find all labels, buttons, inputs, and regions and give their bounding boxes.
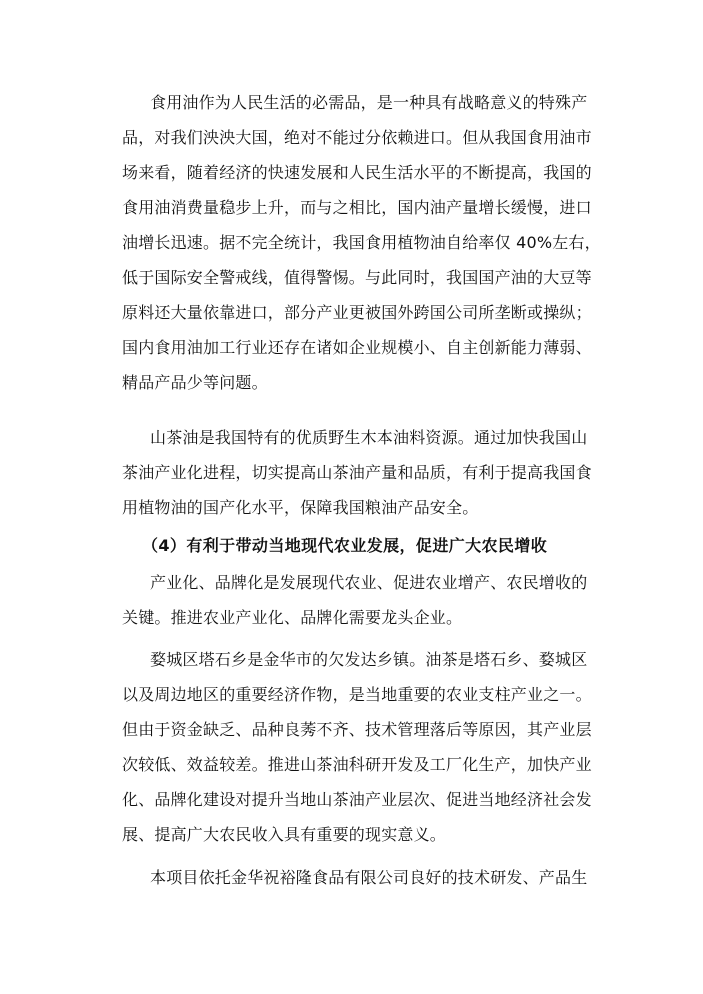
paragraph-line: 低于国际安全警戒线，值得警惕。与此同时，我国国产油的大豆等 — [122, 268, 592, 287]
paragraph-line: 婺城区塔石乡是金华市的欠发达乡镇。油茶是塔石乡、婺城区 — [150, 650, 588, 669]
paragraph-line: 食用油消费量稳步上升，而与之相比，国内油产量增长缓慢，进口 — [122, 198, 592, 217]
paragraph-line: 以及周边地区的重要经济作物，是当地重要的农业支柱产业之一。 — [122, 685, 592, 704]
paragraph-line: 品，对我们泱泱大国，绝对不能过分依赖进口。但从我国食用油市 — [122, 128, 592, 147]
paragraph-line: 产业化、品牌化是发展现代农业、促进农业增产、农民增收的 — [150, 573, 588, 592]
paragraph-line: 茶油产业化进程，切实提高山茶油产量和品质，有利于提高我国食 — [122, 463, 592, 482]
paragraph-line: 本项目依托金华祝裕隆食品有限公司良好的技术研发、产品生 — [150, 868, 588, 887]
paragraph-line: 国内食用油加工行业还存在诸如企业规模小、自主创新能力薄弱、 — [122, 338, 592, 357]
paragraph-line: 但由于资金缺乏、品种良莠不齐、技术管理落后等原因，其产业层 — [122, 720, 592, 739]
paragraph-line: 化、品牌化建设对提升当地山茶油产业层次、促进当地经济社会发 — [122, 790, 592, 809]
paragraph-line: 展、提高广大农民收入具有重要的现实意义。 — [122, 825, 447, 844]
paragraph-line: 用植物油的国产化水平，保障我国粮油产品安全。 — [122, 498, 479, 517]
paragraph-line: 原料还大量依靠进口，部分产业更被国外跨国公司所垄断或操纵； — [122, 303, 592, 322]
paragraph-line: 精品产品少等问题。 — [122, 373, 268, 392]
paragraph-line: 山茶油是我国特有的优质野生木本油料资源。通过加快我国山 — [150, 428, 588, 447]
paragraph-line: 食用油作为人民生活的必需品，是一种具有战略意义的特殊产 — [150, 93, 588, 112]
paragraph-line: 关键。推进农业产业化、品牌化需要龙头企业。 — [122, 608, 463, 627]
paragraph-line: 油增长迅速。据不完全统计，我国食用植物油自给率仅 40%左右， — [122, 233, 601, 252]
paragraph-line: 场来看，随着经济的快速发展和人民生活水平的不断提高，我国的 — [122, 163, 592, 182]
section-heading: （4）有利于带动当地现代农业发展，促进广大农民增收 — [142, 536, 548, 555]
paragraph-line: 次较低、效益较差。推进山茶油科研开发及工厂化生产，加快产业 — [122, 755, 592, 774]
